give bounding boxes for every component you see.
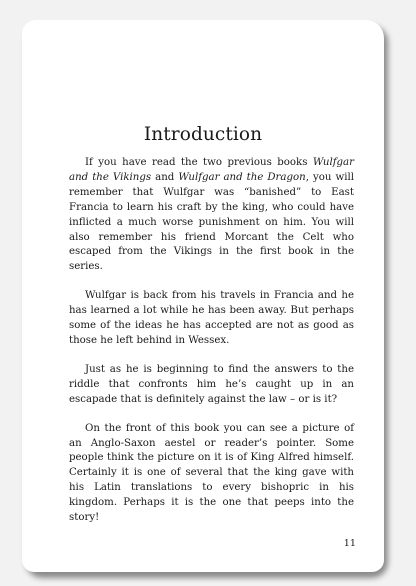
book-title-dragon: Wulfgar and the Dragon bbox=[178, 171, 306, 183]
page-title: Introduction bbox=[143, 124, 263, 145]
book-page bbox=[22, 20, 384, 572]
paragraph-1-text-a: If you have read the two previous books bbox=[85, 157, 313, 168]
paragraph-2: Wulfgar is back from his travels in Francia and he has learned a lot while he has been away. But perhaps some of the ideas he has accepted are not as good as those he left behind in Wessex. bbox=[69, 290, 354, 346]
paragraph-1-text-e: , you will remember that Wulfgar was “banished” to East Francia to learn his craft by the king, who could have inflicted a much worse punishment on him. You will also remember his friend Morcant the Celt who escaped from the Vikings in the first book in the series. bbox=[69, 171, 354, 273]
paragraph-3: Just as he is beginning to find the answers to the riddle that confronts him he’s caught up in an escapade that is definitely against the law – or is it? bbox=[69, 363, 354, 405]
paragraph-1 bbox=[69, 156, 354, 275]
introduction-body bbox=[69, 156, 354, 540]
paragraph-4: On the front of this book you can see a picture of an Anglo-Saxon aestel or reader’s pointer. Some people think the picture on it is of King Alfred himself. Certainly it is one of several that the king gave with his Latin translations to every bishopric in his kingdom. Perhaps it is the one that peeps into the story! bbox=[69, 422, 354, 524]
page-number: 11 bbox=[343, 538, 356, 549]
paragraph-1-text-c: and bbox=[151, 171, 179, 183]
book-title-vikings: Wulfgar and the Vikings bbox=[69, 157, 354, 183]
